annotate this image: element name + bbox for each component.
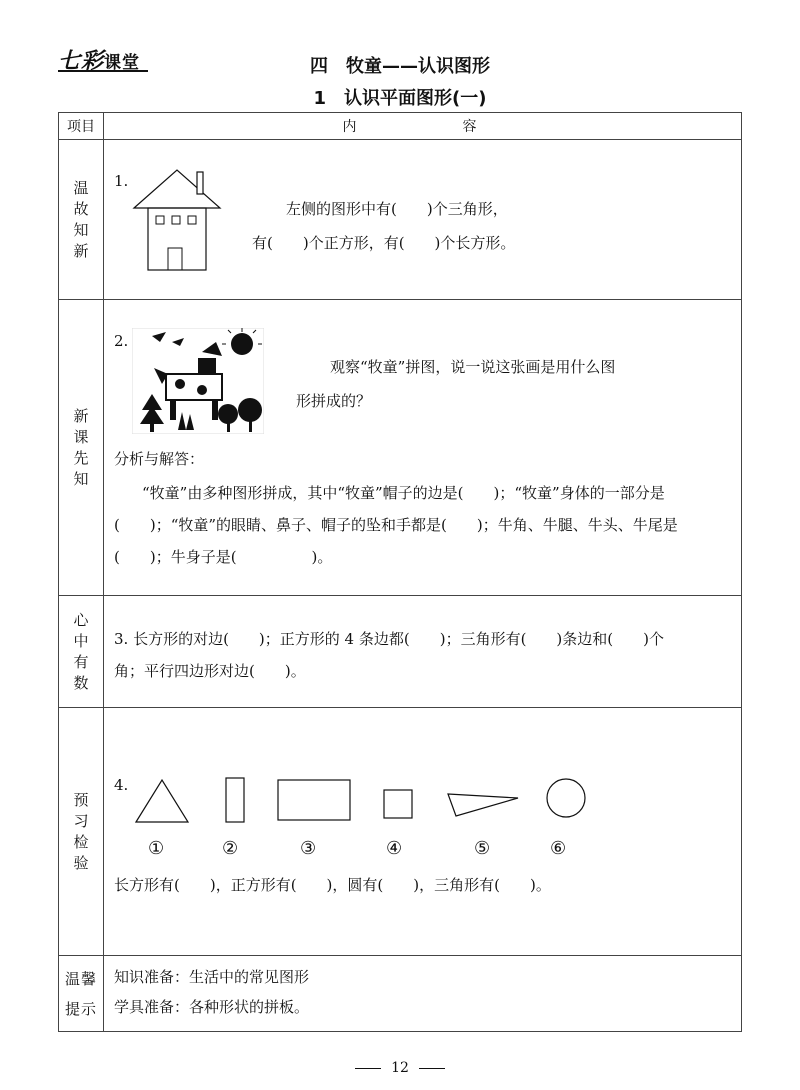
- question-number: 2.: [114, 332, 129, 350]
- wide-rectangle-shape: [278, 780, 350, 820]
- cowherd-puzzle-picture: [132, 328, 264, 434]
- col-item-header: 项目: [59, 113, 104, 140]
- section-label: 温故知新: [73, 178, 89, 260]
- question-number: 4.: [114, 776, 129, 794]
- shape-label: ①: [148, 838, 165, 859]
- question-number: 1.: [114, 172, 129, 190]
- shape-label: ②: [222, 838, 239, 859]
- section-label: 新课先知: [73, 406, 89, 488]
- tip-text: 学具准备：各种形状的拼板。: [114, 998, 310, 1016]
- table-header-row: [59, 113, 742, 140]
- shape-label: ⑥: [550, 838, 567, 859]
- analysis-text: ( )；“牧童”的眼睛、鼻子、帽子的坠和手都是( )；牛角、牛腿、牛头、牛尾是: [114, 516, 678, 534]
- col-content-header: 内 容: [104, 113, 742, 140]
- analysis-text: “牧童”由多种图形拼成，其中“牧童”帽子的边是( )；“牧童”身体的一部分是: [142, 484, 665, 502]
- section-label: 预习检验: [73, 790, 89, 872]
- worksheet-table: [58, 112, 742, 1032]
- section-check: [59, 708, 742, 956]
- shape-label: ③: [300, 838, 317, 859]
- question-text: 左侧的图形中有( )个三角形，: [286, 200, 508, 218]
- answer-text: 长方形有( )，正方形有( )，圆有( )，三角形有( )。: [114, 876, 551, 894]
- question-text: 角；平行四边形对边( )。: [114, 662, 306, 680]
- shapes-row: [132, 774, 592, 826]
- question-text: 观察“牧童”拼图，说一说这张画是用什么图: [330, 358, 616, 376]
- shape-label: ⑤: [474, 838, 491, 859]
- page-footer: [0, 1060, 800, 1076]
- section-preview: [59, 300, 742, 596]
- section-label: 心中有数: [73, 610, 89, 692]
- tall-rectangle-shape: [226, 778, 244, 822]
- analysis-title: 分析与解答：: [114, 450, 205, 468]
- section-tips: [59, 956, 742, 1032]
- question-text: 形拼成的？: [296, 392, 372, 410]
- question-text: 3. 长方形的对边( )；正方形的 4 条边都( )；三角形有( )条边和( )个: [114, 630, 664, 648]
- section-label: 温馨提示: [64, 969, 97, 1018]
- circle-shape: [547, 779, 585, 817]
- question-text: 有( )个正方形，有( )个长方形。: [252, 234, 516, 252]
- tip-text: 知识准备：生活中的常见图形: [114, 968, 310, 986]
- house-figure: [132, 168, 222, 272]
- analysis-text: ( )；牛身子是( )。: [114, 548, 333, 566]
- thin-triangle-shape: [448, 794, 518, 816]
- unit-title: 四 牧童——认识图形: [310, 56, 490, 77]
- square-shape: [384, 790, 412, 818]
- page-number: 12: [391, 1060, 409, 1076]
- lesson-title: 1 认识平面图形(一): [313, 88, 487, 109]
- section-knowledge: [59, 596, 742, 708]
- section-review: [59, 140, 742, 300]
- brand-logo: 七彩课堂: [58, 49, 141, 74]
- shape-label: ④: [386, 838, 403, 859]
- triangle-shape: [136, 780, 188, 822]
